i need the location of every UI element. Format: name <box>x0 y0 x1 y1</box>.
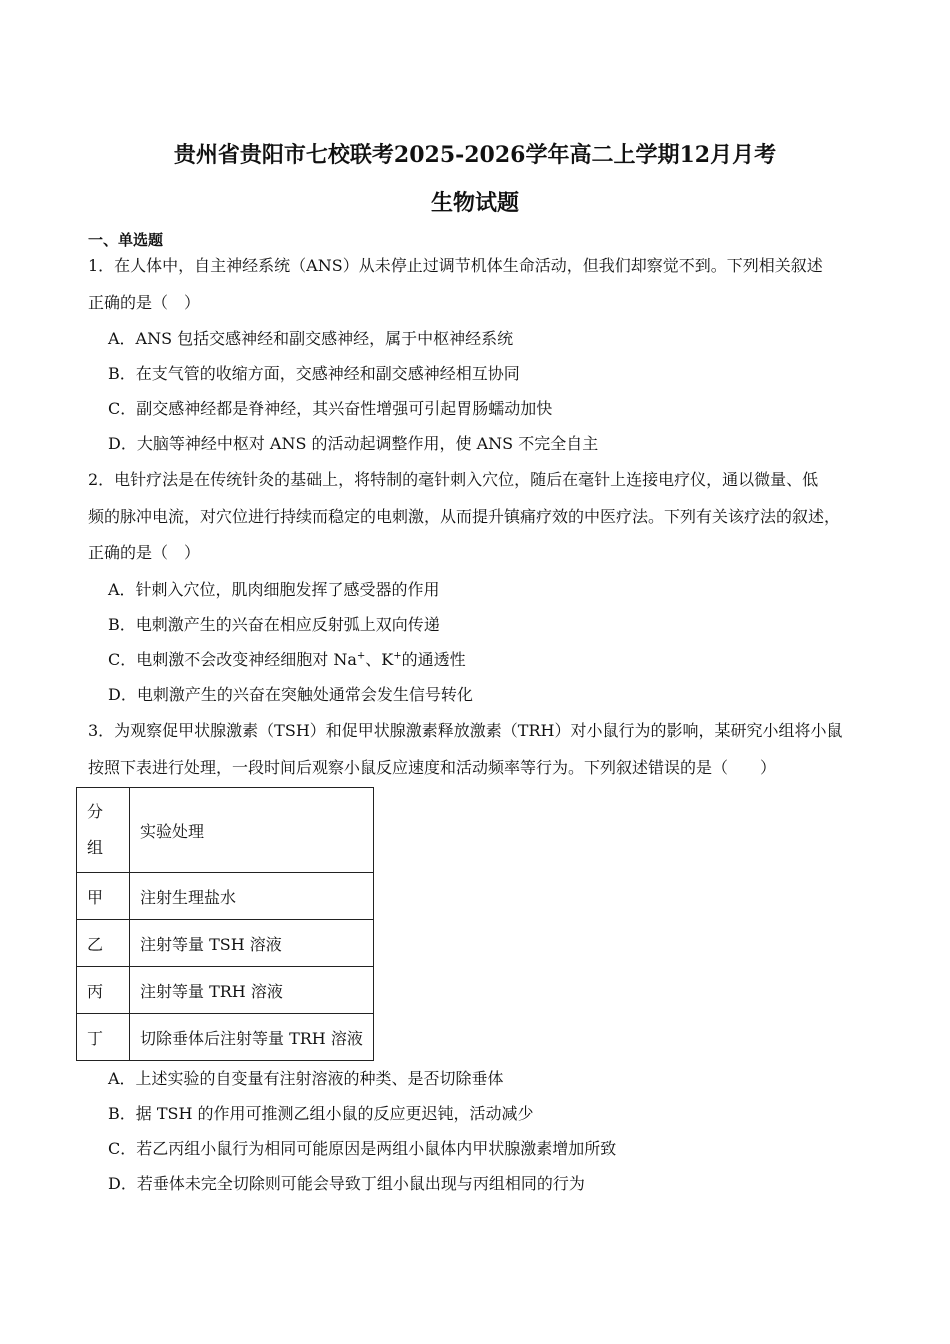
group-cell: 乙 <box>77 920 130 967</box>
header-treatment-cell: 实验处理 <box>130 788 374 873</box>
potassium-charge: + <box>393 650 402 662</box>
q2-stem-line3: 正确的是（ ） <box>88 543 201 562</box>
table-row <box>77 967 374 1014</box>
header-group-char1: 分 <box>87 802 104 821</box>
table-row <box>77 873 374 920</box>
q2-stem-line1: 2．电针疗法是在传统针灸的基础上，将特制的毫针刺入穴位，随后在毫针上连接电疗仪，通以微量、低 <box>88 470 819 489</box>
group-cell: 丁 <box>77 1014 130 1061</box>
treatment-cell: 注射生理盐水 <box>130 873 374 920</box>
treatment-cell: 注射等量 TRH 溶液 <box>130 967 374 1014</box>
sodium-charge: + <box>356 650 366 662</box>
q2-option-c-pre: C．电刺激不会改变神经细胞对 Na <box>108 650 357 669</box>
table-row <box>77 920 374 967</box>
q3-option-d: D．若垂体未完全切除则可能会导致丁组小鼠出现与丙组相同的行为 <box>108 1174 585 1193</box>
document-subtitle: 生物试题 <box>430 190 519 216</box>
treatment-cell: 注射等量 TSH 溶液 <box>130 920 374 967</box>
q1-option-c: C．副交感神经都是脊神经，其兴奋性增强可引起胃肠蠕动加快 <box>108 399 553 418</box>
q2-option-d: D．电刺激产生的兴奋在突触处通常会发生信号转化 <box>108 685 473 704</box>
section-heading: 一、单选题 <box>88 231 164 249</box>
q3-stem-line2: 按照下表进行处理，一段时间后观察小鼠反应速度和活动频率等行为。下列叙述错误的是（ ） <box>88 758 777 777</box>
table-row <box>77 1014 374 1061</box>
q1-option-b: B．在支气管的收缩方面，交感神经和副交感神经相互协同 <box>108 364 520 383</box>
experiment-table <box>76 787 374 1061</box>
q2-option-c <box>108 647 466 670</box>
q1-stem-line1: 1．在人体中，自主神经系统（ANS）从未停止过调节机体生命活动，但我们却察觉不到。下列相关叙述 <box>88 256 823 275</box>
document-title: 贵州省贵阳市七校联考2025-2026学年高二上学期12月月考 <box>173 142 777 168</box>
q1-option-a: A．ANS 包括交感神经和副交感神经，属于中枢神经系统 <box>108 329 514 348</box>
group-cell: 丙 <box>77 967 130 1014</box>
group-cell: 甲 <box>77 873 130 920</box>
q2-option-c-post: 的通透性 <box>401 650 466 669</box>
q2-option-a: A．针刺入穴位，肌肉细胞发挥了感受器的作用 <box>108 580 440 599</box>
table-header-row <box>77 788 374 873</box>
q2-stem-line2: 频的脉冲电流，对穴位进行持续而稳定的电刺激，从而提升镇痛疗效的中医疗法。下列有关该疗法的叙述， <box>88 507 841 526</box>
q3-option-b: B．据 TSH 的作用可推测乙组小鼠的反应更迟钝，活动减少 <box>108 1104 534 1123</box>
q2-option-b: B．电刺激产生的兴奋在相应反射弧上双向传递 <box>108 615 440 634</box>
header-group-char2: 组 <box>87 838 104 857</box>
q1-stem-line2: 正确的是（ ） <box>88 293 201 312</box>
q2-option-c-mid: 、K <box>365 650 394 669</box>
treatment-cell: 切除垂体后注射等量 TRH 溶液 <box>130 1014 374 1061</box>
q3-stem-line1: 3．为观察促甲状腺激素（TSH）和促甲状腺激素释放激素（TRH）对小鼠行为的影响，某研究小组将小鼠 <box>88 721 843 740</box>
header-group-cell <box>77 788 130 873</box>
q3-option-c: C．若乙丙组小鼠行为相同可能原因是两组小鼠体内甲状腺激素增加所致 <box>108 1139 617 1158</box>
q3-option-a: A．上述实验的自变量有注射溶液的种类、是否切除垂体 <box>108 1069 504 1088</box>
q1-option-d: D．大脑等神经中枢对 ANS 的活动起调整作用，使 ANS 不完全自主 <box>108 434 599 453</box>
